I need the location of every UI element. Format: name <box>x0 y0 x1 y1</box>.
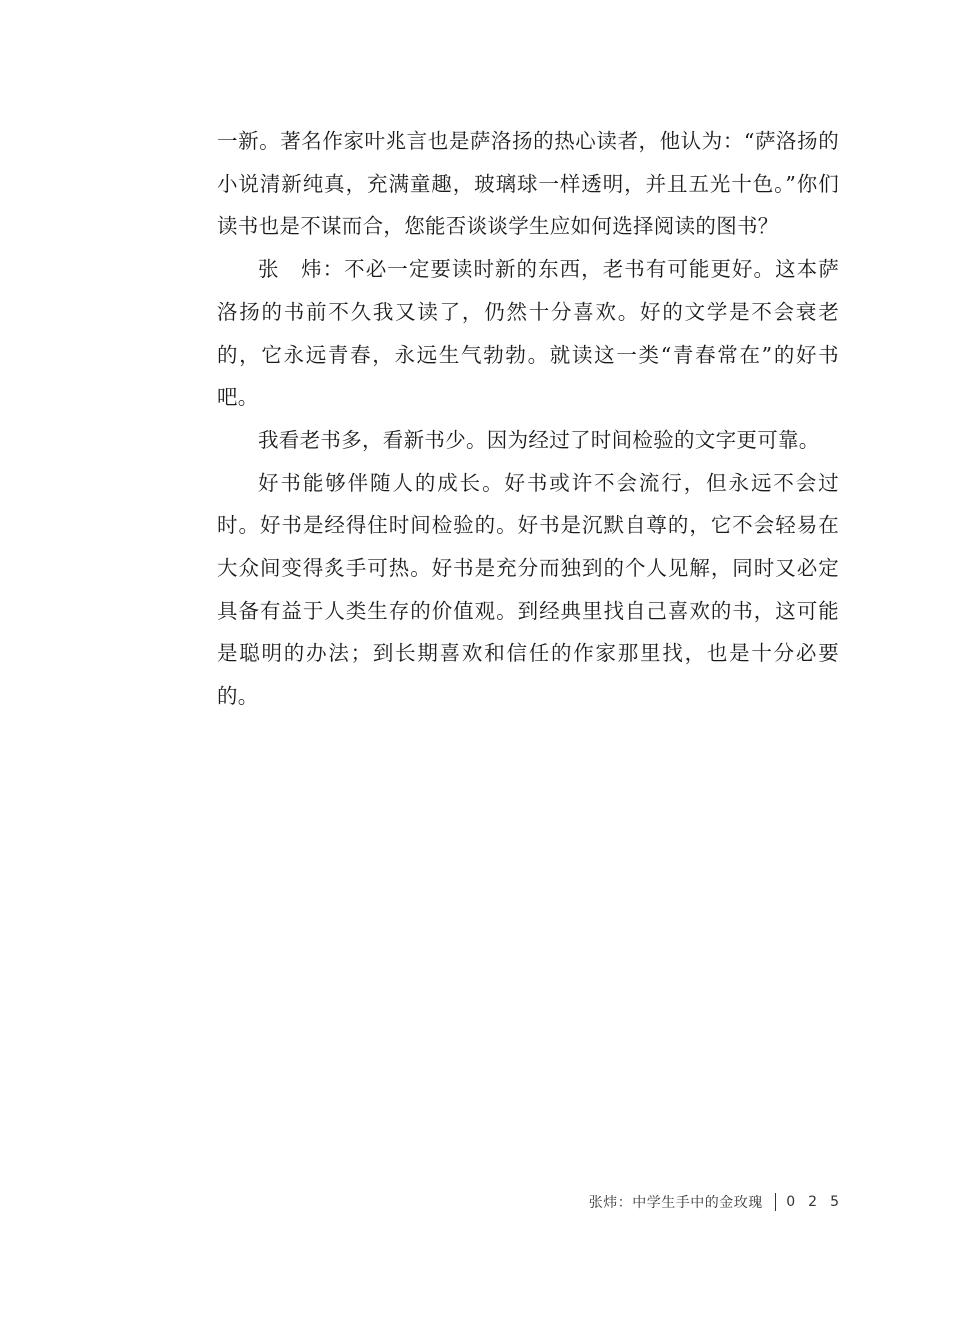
body-text <box>217 120 839 718</box>
page-number: 025 <box>786 1194 852 1210</box>
paragraph-continued: 一新。著名作家叶兆言也是萨洛扬的热心读者，他认为：“萨洛扬的小说清新纯真，充满童趣，玻璃球一样透明，并且五光十色。”你们读书也是不谋而合，您能否谈谈学生应如何选择阅读的图书？ <box>217 129 839 239</box>
footer-divider <box>775 1193 777 1211</box>
paragraph: 我看老书多，看新书少。因为经过了时间检验的文字更可靠。 <box>258 427 820 452</box>
page-footer <box>588 1190 852 1214</box>
running-title: 张炜：中学生手中的金玫瑰 <box>588 1195 763 1211</box>
paragraph-answer: 张 炜：不必一定要读时新的东西，老书有可能更好。这本萨洛扬的书前不久我又读了，仍然十分喜欢。好的文学是不会衰老的，它永远青春，永远生气勃勃。就读这一类“青春常在”的好书吧。 <box>217 257 839 410</box>
paragraph: 好书能够伴随人的成长。好书或许不会流行，但永远不会过时。好书是经得住时间检验的。好书是沉默自尊的，它不会轻易在大众间变得炙手可热。好书是充分而独到的个人见解，同时又必定具备有益于人类生存的价值观。到经典里找自己喜欢的书，这可能是聪明的办法；到长期喜欢和信任的作家那里找，也是十分必要的。 <box>217 470 839 709</box>
